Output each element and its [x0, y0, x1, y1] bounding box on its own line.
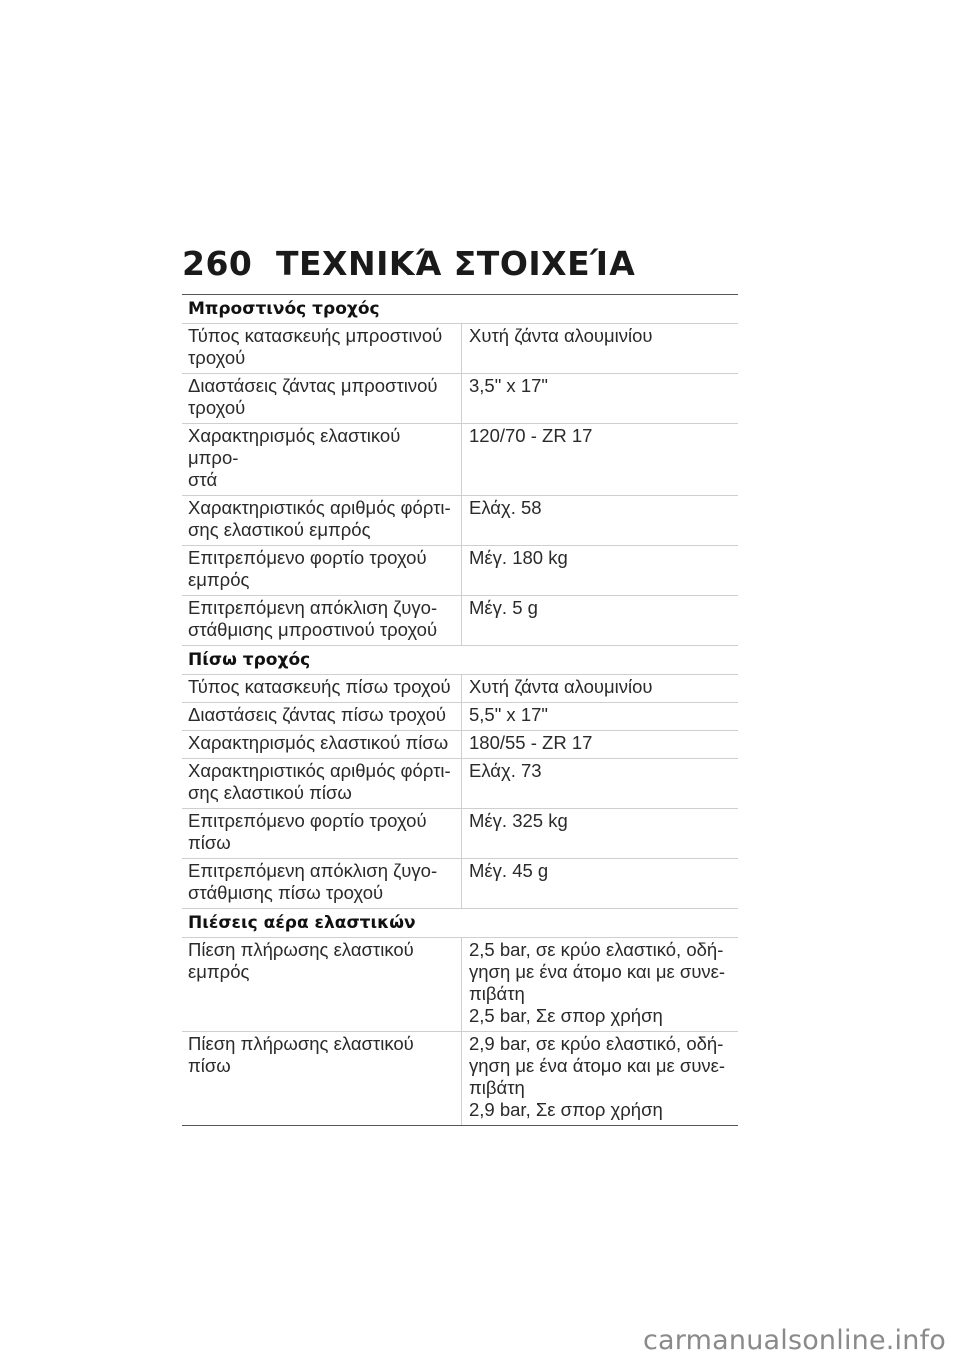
specifications-table — [182, 294, 738, 1126]
section-title: Πίσω τροχός — [182, 646, 738, 675]
spec-value-line: πιβάτη — [469, 983, 525, 1004]
spec-label-line: Διαστάσεις ζάντας μπροστινού — [188, 375, 438, 396]
spec-value — [462, 809, 739, 859]
table-row — [182, 703, 738, 731]
spec-label — [182, 424, 462, 496]
spec-label — [182, 496, 462, 546]
spec-label-line: Χαρακτηριστικός αριθμός φόρτι- — [188, 760, 451, 781]
spec-value-line: γηση με ένα άτομο και με συνε- — [469, 1055, 726, 1076]
spec-value-line: πιβάτη — [469, 1077, 525, 1098]
spec-label-line: Χαρακτηρισμός ελαστικού πίσω — [188, 732, 449, 753]
section-header — [182, 646, 738, 675]
spec-label — [182, 546, 462, 596]
spec-value-line: Μέγ. 325 kg — [469, 810, 568, 831]
spec-value — [462, 859, 739, 909]
spec-label-line: εμπρός — [188, 569, 250, 590]
spec-label — [182, 675, 462, 703]
spec-label-line: στά — [188, 469, 218, 490]
spec-value-line: 3,5" x 17" — [469, 375, 548, 396]
spec-label — [182, 759, 462, 809]
spec-value — [462, 324, 739, 374]
spec-value-line: 5,5" x 17" — [469, 704, 548, 725]
page-header — [182, 244, 738, 283]
spec-label — [182, 596, 462, 646]
spec-label — [182, 374, 462, 424]
spec-label — [182, 731, 462, 759]
table-row — [182, 675, 738, 703]
spec-label-line: Πίεση πλήρωσης ελαστικού — [188, 939, 414, 960]
spec-value — [462, 938, 739, 1032]
spec-label-line: σης ελαστικού εμπρός — [188, 519, 371, 540]
table-row — [182, 324, 738, 374]
spec-value-line: 2,5 bar, σε κρύο ελαστικό, οδή- — [469, 939, 724, 960]
spec-value — [462, 496, 739, 546]
spec-label-line: Χαρακτηριστικός αριθμός φόρτι- — [188, 497, 451, 518]
spec-value — [462, 546, 739, 596]
page-title: ΤΕΧΝΙΚΆ ΣΤΟΙΧΕΊΑ — [276, 244, 636, 283]
spec-value-line: Μέγ. 5 g — [469, 597, 538, 618]
spec-value-line: 120/70 - ZR 17 — [469, 425, 593, 446]
watermark: carmanualsonline.info — [643, 1325, 946, 1356]
spec-value — [462, 1032, 739, 1126]
spec-label-line: Χαρακτηρισμός ελαστικού μπρο- — [188, 425, 401, 468]
table-row — [182, 374, 738, 424]
section-title: Μπροστινός τροχός — [182, 295, 738, 324]
table-row — [182, 546, 738, 596]
spec-value — [462, 675, 739, 703]
spec-label-line: στάθμισης μπροστινού τροχού — [188, 619, 438, 640]
table-row — [182, 596, 738, 646]
spec-value-line: 180/55 - ZR 17 — [469, 732, 593, 753]
spec-label-line: Επιτρεπόμενη απόκλιση ζυγο- — [188, 860, 438, 881]
table-row — [182, 1032, 738, 1126]
spec-label-line: εμπρός — [188, 961, 250, 982]
spec-label — [182, 938, 462, 1032]
specifications-table-body — [182, 295, 738, 1126]
spec-label-line: Επιτρεπόμενο φορτίο τροχού — [188, 810, 427, 831]
spec-label-line: Τύπος κατασκευής μπροστινού — [188, 325, 443, 346]
spec-label-line: τροχού — [188, 347, 246, 368]
spec-label-line: Πίεση πλήρωσης ελαστικού πίσω — [188, 1033, 414, 1076]
table-row — [182, 496, 738, 546]
table-row — [182, 809, 738, 859]
page-number: 260 — [182, 244, 253, 283]
spec-value-line: 2,9 bar, Σε σπορ χρήση — [469, 1099, 663, 1120]
spec-value — [462, 731, 739, 759]
spec-label-line: σης ελαστικού πίσω — [188, 782, 352, 803]
spec-label — [182, 703, 462, 731]
spec-label-line: στάθμισης πίσω τροχού — [188, 882, 384, 903]
spec-label-line: Διαστάσεις ζάντας πίσω τροχού — [188, 704, 446, 725]
spec-value-line: Ελάχ. 73 — [469, 760, 542, 781]
spec-label-line: Επιτρεπόμενο φορτίο τροχού — [188, 547, 427, 568]
table-row — [182, 424, 738, 496]
spec-value-line: Ελάχ. 58 — [469, 497, 542, 518]
spec-value-line: 2,5 bar, Σε σπορ χρήση — [469, 1005, 663, 1026]
section-header — [182, 295, 738, 324]
table-row — [182, 731, 738, 759]
table-row — [182, 759, 738, 809]
spec-value-line: 2,9 bar, σε κρύο ελαστικό, οδή- — [469, 1033, 724, 1054]
spec-label-line: πίσω — [188, 832, 231, 853]
section-title: Πιέσεις αέρα ελαστικών — [182, 909, 738, 938]
spec-value — [462, 703, 739, 731]
spec-label — [182, 1032, 462, 1126]
section-header — [182, 909, 738, 938]
spec-label-line: Τύπος κατασκευής πίσω τροχού — [188, 676, 451, 697]
spec-value-line: Χυτή ζάντα αλουμινίου — [469, 676, 653, 697]
spec-label — [182, 324, 462, 374]
spec-value-line: Μέγ. 180 kg — [469, 547, 568, 568]
spec-value — [462, 759, 739, 809]
spec-value — [462, 374, 739, 424]
spec-value — [462, 424, 739, 496]
table-row — [182, 859, 738, 909]
spec-label-line: Επιτρεπόμενη απόκλιση ζυγο- — [188, 597, 438, 618]
spec-label — [182, 859, 462, 909]
table-row — [182, 938, 738, 1032]
spec-value-line: γηση με ένα άτομο και με συνε- — [469, 961, 726, 982]
spec-label — [182, 809, 462, 859]
spec-label-line: τροχού — [188, 397, 246, 418]
spec-value — [462, 596, 739, 646]
spec-value-line: Μέγ. 45 g — [469, 860, 549, 881]
spec-value-line: Χυτή ζάντα αλουμινίου — [469, 325, 653, 346]
